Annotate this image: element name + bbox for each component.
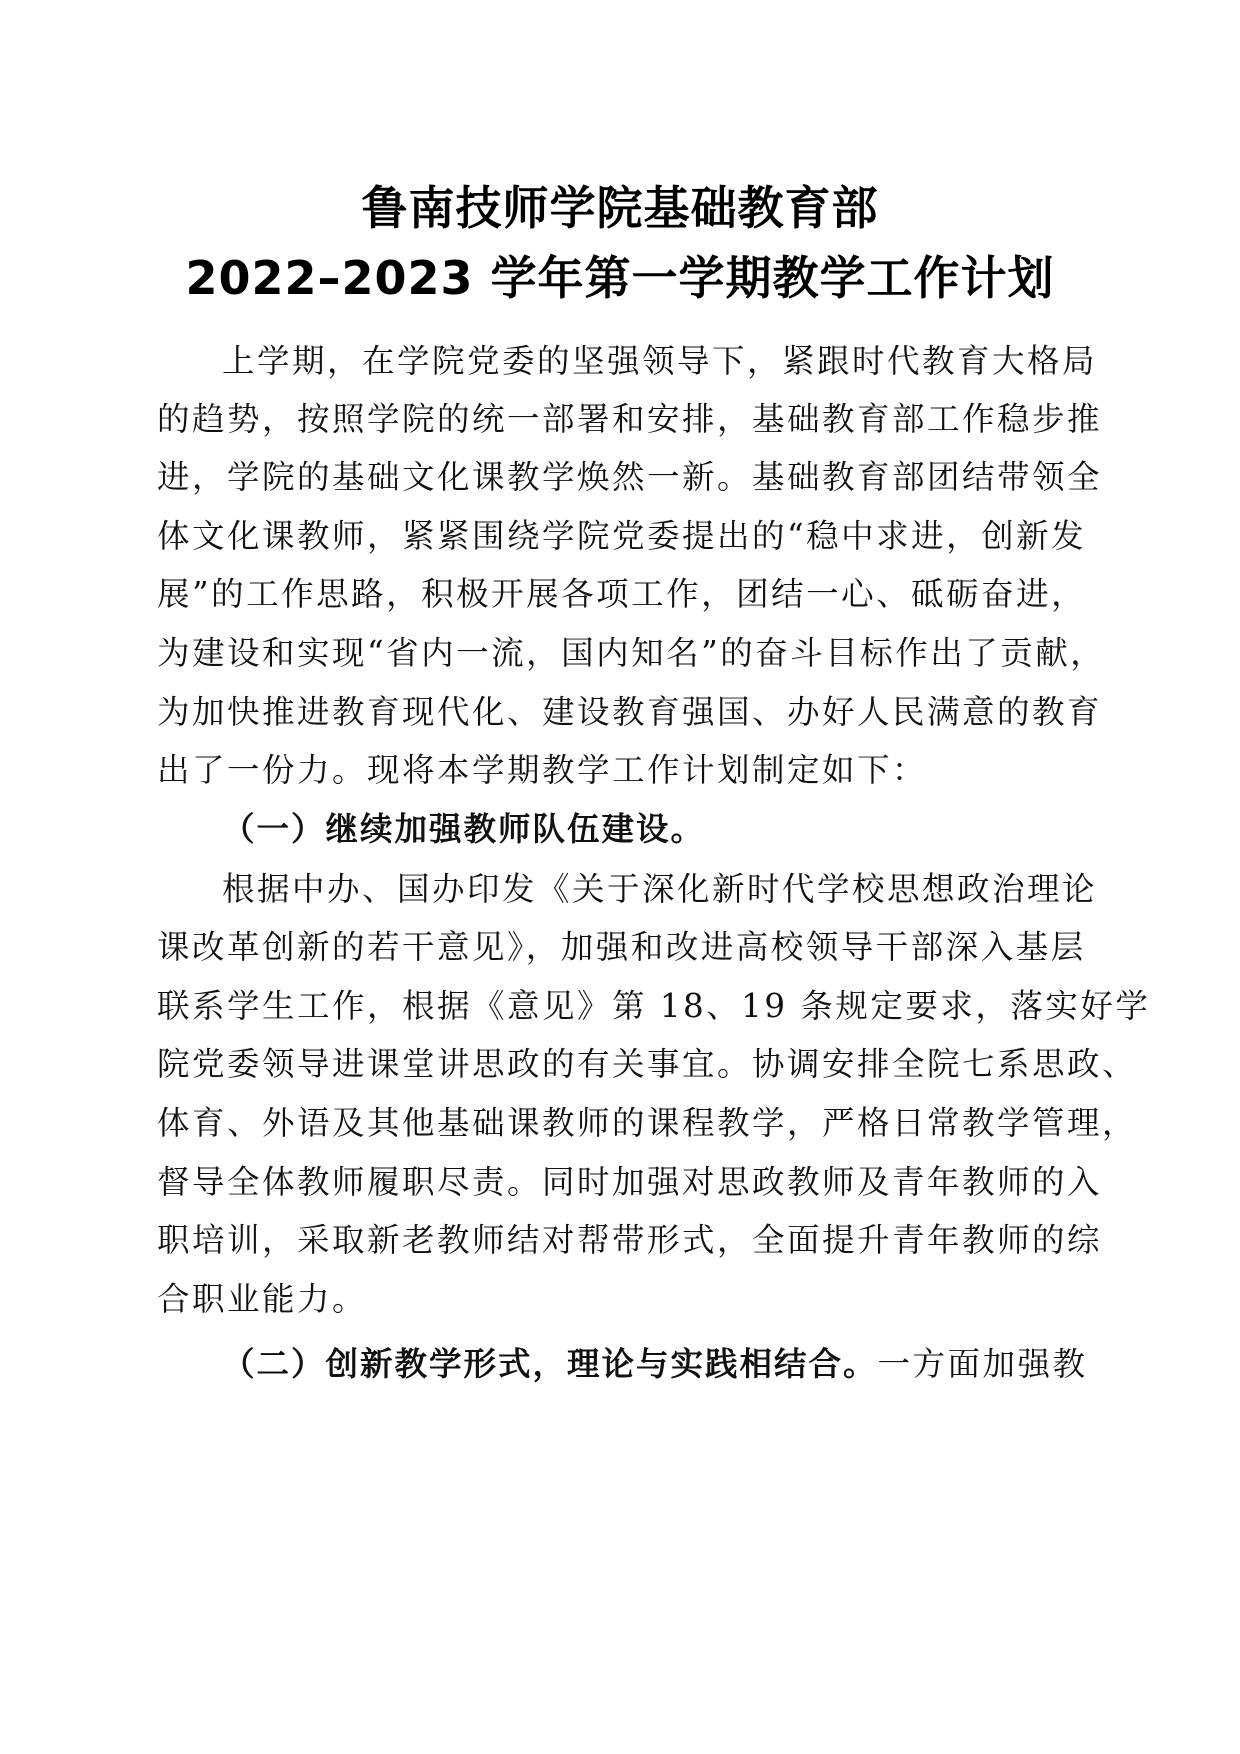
intro-line: 的趋势，按照学院的统一部署和安排，基础教育部工作稳步推 xyxy=(157,400,1103,438)
section-1-line: 合职业能力。 xyxy=(157,1280,368,1318)
section-1-line: 督导全体教师履职尽责。同时加强对思政教师及青年教师的入 xyxy=(157,1163,1103,1201)
section-2-text: 一方面加强教 xyxy=(877,1345,1088,1383)
intro-line: 展”的工作思路，积极开展各项工作，团结一心、砥砺奋进， xyxy=(157,575,1087,613)
intro-line: 出了一份力。现将本学期教学工作计划制定如下： xyxy=(157,751,928,789)
intro-line: 上学期，在学院党委的坚强领导下，紧跟时代教育大格局 xyxy=(222,342,1098,380)
section-2-heading: （二）创新教学形式，理论与实践相结合。 xyxy=(222,1345,878,1383)
section-1-line: 课改革创新的若干意见》，加强和改进高校领导干部深入基层 xyxy=(157,928,1086,966)
section-1-line: 联系学生工作，根据《意见》第 18、19 条规定要求，落实好学 xyxy=(157,987,1151,1025)
section-2-line xyxy=(222,1344,1088,1384)
section-1-heading: （一）继续加强教师队伍建设。 xyxy=(222,810,706,848)
section-1-line: 院党委领导进课堂讲思政的有关事宜。协调安排全院七系思政、 xyxy=(157,1045,1138,1083)
section-1-line: 根据中办、国办印发《关于深化新时代学校思想政治理论 xyxy=(222,870,1098,908)
intro-line: 体文化课教师，紧紧围绕学院党委提出的“稳中求进，创新发 xyxy=(157,517,1087,555)
intro-line: 进，学院的基础文化课教学焕然一新。基础教育部团结带领全 xyxy=(157,458,1103,496)
document-title-line-2: 2022–2023 学年第一学期教学工作计划 xyxy=(185,251,1055,305)
intro-line: 为加快推进教育现代化、建设教育强国、办好人民满意的教育 xyxy=(157,693,1103,731)
intro-line: 为建设和实现“省内一流，国内知名”的奋斗目标作出了贡献， xyxy=(157,634,1106,672)
section-1-line: 体育、外语及其他基础课教师的课程教学，严格日常教学管理， xyxy=(157,1104,1138,1142)
document-title-line-1: 鲁南技师学院基础教育部 xyxy=(361,181,879,235)
section-1-line: 职培训，采取新老教师结对帮带形式，全面提升青年教师的综 xyxy=(157,1221,1103,1259)
